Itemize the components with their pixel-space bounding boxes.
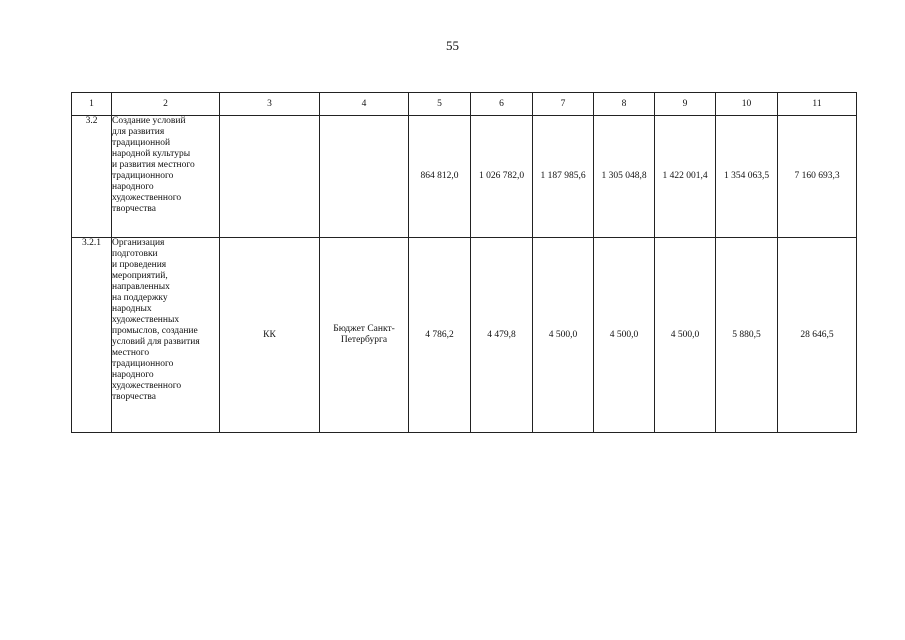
table-row (72, 116, 857, 238)
header-cell: 10 (716, 93, 778, 116)
total-cell: 7 160 693,3 (778, 116, 857, 238)
value-cell: 1 354 063,5 (716, 116, 778, 238)
budget-table (71, 92, 857, 433)
value-cell: 5 880,5 (716, 238, 778, 433)
header-cell: 8 (594, 93, 655, 116)
total-cell: 28 646,5 (778, 238, 857, 433)
row-number-cell: 3.2.1 (72, 238, 112, 433)
value-cell: 1 187 985,6 (533, 116, 594, 238)
executor-cell: КК (220, 238, 320, 433)
value-cell: 4 786,2 (409, 238, 471, 433)
header-cell: 1 (72, 93, 112, 116)
funding-source-cell (320, 116, 409, 238)
value-cell: 1 026 782,0 (471, 116, 533, 238)
value-cell: 4 479,8 (471, 238, 533, 433)
value-cell: 4 500,0 (594, 238, 655, 433)
value-cell: 1 422 001,4 (655, 116, 716, 238)
header-cell: 3 (220, 93, 320, 116)
value-cell: 1 305 048,8 (594, 116, 655, 238)
header-cell: 7 (533, 93, 594, 116)
header-cell: 4 (320, 93, 409, 116)
value-cell: 864 812,0 (409, 116, 471, 238)
header-cell: 9 (655, 93, 716, 116)
page-number: 55 (446, 38, 459, 53)
row-name-cell: Организация подготовки и проведения мероприятий, направленных на поддержку народных художественных промыслов, создание условий для развития местного традиционного народного художественного творчества (112, 238, 220, 433)
header-cell: 6 (471, 93, 533, 116)
table-row (72, 238, 857, 433)
funding-source-cell: Бюджет Санкт-Петербурга (320, 238, 409, 433)
table-header-row (72, 93, 857, 116)
header-cell: 5 (409, 93, 471, 116)
value-cell: 4 500,0 (533, 238, 594, 433)
header-cell: 11 (778, 93, 857, 116)
executor-cell (220, 116, 320, 238)
row-number-cell: 3.2 (72, 116, 112, 238)
row-name-cell: Создание условий для развития традиционной народной культуры и развития местного традиционного народного художественного творчества (112, 116, 220, 238)
header-cell: 2 (112, 93, 220, 116)
value-cell: 4 500,0 (655, 238, 716, 433)
